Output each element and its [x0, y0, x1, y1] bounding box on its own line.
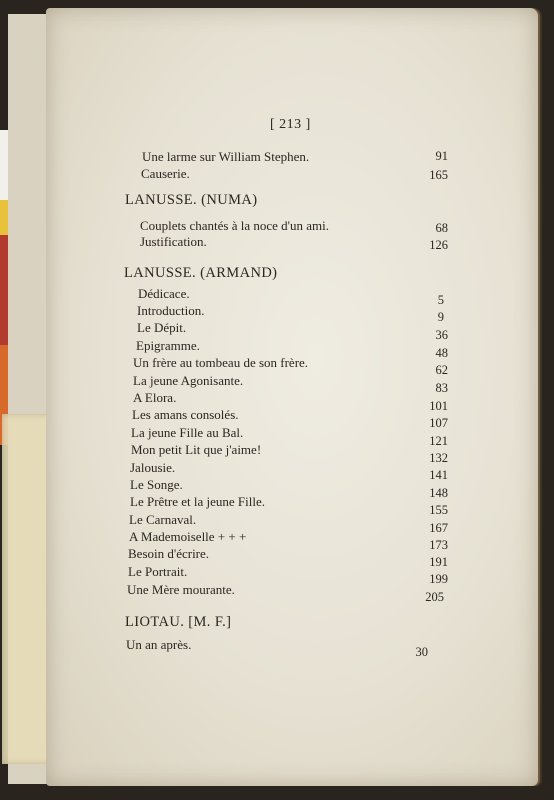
entry-title: Un an après.	[126, 637, 192, 652]
entry-title: Les amans consolés.	[132, 407, 239, 422]
entry-title: Jalousie.	[130, 460, 176, 475]
toc-entry	[46, 166, 538, 183]
entry-title: Le Carnaval.	[129, 512, 197, 527]
entry-page: 62	[435, 363, 448, 377]
entry-page: 167	[429, 521, 448, 535]
entry-title: Une Mère mourante.	[127, 582, 235, 597]
toc-entry	[46, 477, 538, 500]
entry-title: Mon petit Lit que j'aime!	[131, 442, 262, 457]
toc-entry	[46, 338, 538, 360]
entry-page: 132	[429, 451, 448, 465]
entry-page: 36	[435, 328, 448, 342]
author-heading: LANUSSE. (NUMA)	[125, 192, 258, 208]
entry-page: 205	[425, 590, 444, 604]
toc-entry	[46, 637, 538, 659]
toc-entry	[46, 234, 538, 251]
toc-entry	[46, 286, 538, 307]
entry-page: 141	[429, 468, 448, 482]
entry-title: Couplets chantés à la noce d'un ami.	[140, 218, 329, 233]
entry-title: Causerie.	[141, 166, 190, 181]
entry-page: 101	[429, 399, 448, 413]
entry-title: La jeune Agonisante.	[133, 373, 244, 388]
toc-entry	[46, 149, 538, 166]
entry-page: 165	[429, 168, 448, 182]
toc-entry	[46, 218, 538, 235]
toc-entry	[46, 355, 538, 377]
entry-page: 91	[435, 149, 448, 163]
author-heading: LANUSSE. (ARMAND)	[124, 265, 278, 281]
entry-title: Une larme sur William Stephen.	[142, 149, 310, 164]
entry-page: 48	[435, 346, 448, 360]
toc-entry	[46, 425, 538, 448]
entry-title: Epigramme.	[136, 338, 200, 353]
entry-page: 9	[437, 310, 444, 324]
entry-page: 155	[429, 503, 448, 517]
entry-page: 5	[437, 293, 444, 307]
entry-title: Un frère au tombeau de son frère.	[133, 355, 309, 370]
entry-page: 30	[415, 645, 428, 659]
entry-page: 83	[435, 381, 448, 395]
entry-title: Dédicace.	[138, 286, 190, 301]
entry-page: 126	[429, 238, 448, 252]
entry-title: La jeune Fille au Bal.	[131, 425, 244, 440]
entry-title: Le Songe.	[130, 477, 183, 492]
entry-page: 199	[429, 572, 448, 586]
toc-entry	[46, 303, 538, 324]
toc-entry	[46, 564, 538, 586]
entry-title: Besoin d'écrire.	[128, 546, 210, 561]
toc-entry	[46, 529, 538, 552]
entry-page: 173	[429, 538, 448, 552]
toc-entry	[46, 546, 538, 569]
entry-title: A Elora.	[133, 390, 177, 405]
toc-entry	[46, 582, 538, 604]
toc-entry	[46, 407, 538, 430]
entry-title: Justification.	[140, 234, 207, 249]
entry-title: Le Portrait.	[128, 564, 188, 579]
toc-entry	[46, 460, 538, 482]
entry-page: 121	[429, 434, 448, 448]
entry-page: 191	[429, 555, 448, 569]
page-number: [ 213 ]	[270, 117, 311, 132]
author-heading: LIOTAU. [M. F.]	[125, 614, 232, 630]
entry-page: 68	[435, 221, 448, 235]
entry-title: Le Prêtre et la jeune Fille.	[130, 494, 266, 509]
entry-page: 148	[429, 486, 448, 500]
toc-entry	[46, 373, 538, 395]
toc-entry	[46, 442, 538, 465]
entry-title: Introduction.	[137, 303, 205, 318]
entry-page: 107	[429, 416, 448, 430]
toc-entry	[46, 390, 538, 413]
entry-title: Le Dépit.	[137, 320, 187, 335]
toc-entry	[46, 320, 538, 342]
toc-entry	[46, 494, 538, 517]
toc-entry	[46, 512, 538, 535]
book-page	[46, 8, 538, 786]
entry-title: A Mademoiselle + + +	[129, 529, 247, 544]
